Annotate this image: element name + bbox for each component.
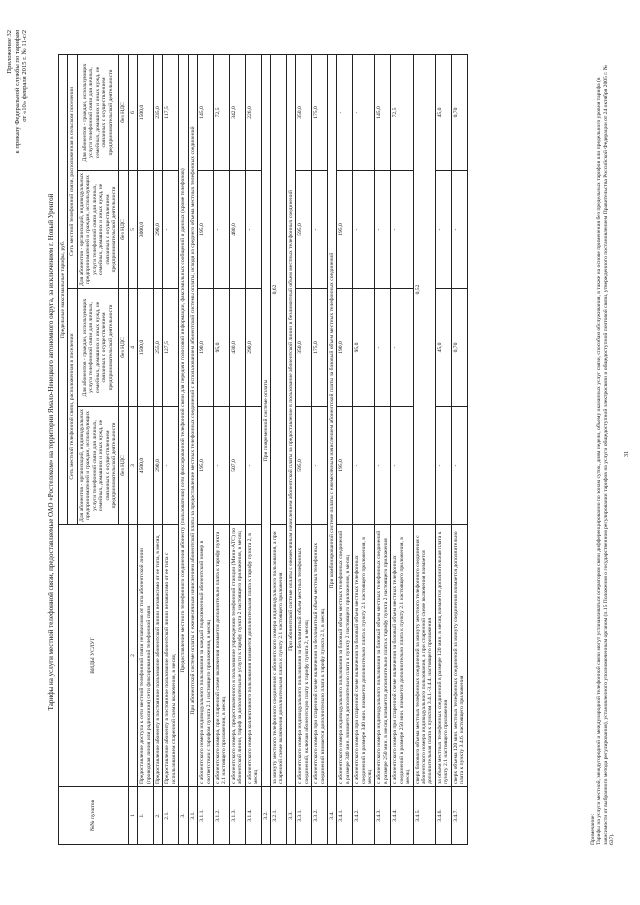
row-number: 3.4.5. [413, 787, 435, 845]
tariff-value: 350,0 [296, 289, 312, 407]
table-row [270, 54, 286, 844]
tariff-value: 226,0 [245, 54, 261, 170]
tariff-value: - [245, 171, 261, 289]
tariff-value: - [375, 407, 391, 525]
row-description: с абонентского номера, при спаренной схеме включения взимается дополнительно плата к тарифу пункта 2.1 настоящего приложения, в месяц [214, 525, 230, 787]
header-subscriber-group-4: Для абонентов - граждан, использующих услуги телефонной связи для личных, семейных, домашних и иных нужд, не связанных с осуществлением предпринимательской деятельности [77, 54, 119, 170]
tariff-value: 507,0 [229, 407, 245, 525]
table-row [337, 54, 353, 844]
row-number: 3.2.1. [270, 787, 286, 845]
tariff-value: - [245, 407, 261, 525]
tariff-value: - [353, 171, 375, 289]
tariff-value: 190,0 [198, 289, 214, 407]
column-number: 4 [128, 289, 137, 407]
row-description: с абонентского номера при спаренной схеме включения за базовый объем местных телефонных соединений в размере 340 мин. взимается дополнительно плата к пункту 2.1 настоящего приложения, в месяц [353, 525, 375, 787]
tariff-value: - [337, 54, 353, 170]
tariff-value: - [435, 171, 451, 289]
row-number: 3.1.4. [245, 787, 261, 845]
tariff-value: - [451, 407, 467, 525]
row-number: 2.1. [163, 787, 179, 845]
tariff-value: 95,0 [214, 289, 230, 407]
footnote [590, 55, 616, 845]
row-number: 3.1.3. [229, 787, 245, 845]
tariff-value: 72,5 [391, 54, 413, 170]
column-number: 2 [128, 525, 137, 787]
tariff-value: 290,0 [154, 171, 163, 289]
header-rural-network: Сеть местной телефонной связи, расположенная в сельском поселении [68, 54, 77, 288]
table-row [451, 54, 467, 844]
tariff-value: 175,0 [312, 289, 328, 407]
row-description: с абонентского номера индивидуального пользования за базовый объем местных телефонных соединений в размере 250 мин. в месяц взимается дополнительно плата к тарифу пункта 2 настоящего приложения [375, 525, 391, 787]
row-number: 3.3. [286, 787, 295, 845]
column-number: 1 [128, 787, 137, 845]
table-row [229, 54, 245, 844]
tariff-value: 175,0 [312, 54, 328, 170]
row-description: с абонентского номера, предоставленного в пользование учреждению телефонной станции (Мини-АТС) по абонентской линии, тариф за дополнительные услуги к тарифу пункта 2 настоящего приложения, в месяц [229, 525, 245, 787]
header-subscriber-group-3: Для абонентов - организаций, индивидуальных предпринимателей и граждан, использующих услуги телефонной связи для личных, семейных, домашних и иных нужд, не связанных с осуществлением предпринимательской деятельности [77, 171, 119, 289]
section-title: При абонентской системе оплаты с ежемесячным начислением абонентской платы за предоставление в пользование абонентской линии и безлимитный объем местных телефонных соединений [286, 54, 295, 786]
section-row [261, 54, 270, 844]
row-description: Предоставление абоненту в постоянное пользование абонентской линии независимо от ее типа, в месяц [154, 525, 163, 787]
tariff-value: - [451, 171, 467, 289]
table-row [391, 54, 413, 844]
tariff-value: 0,62 [270, 54, 286, 524]
row-number: 1. [138, 787, 154, 845]
section-row [286, 54, 295, 844]
tariff-value: 45,0 [435, 289, 451, 407]
row-description: с абонентского номера при спаренной схеме включения за базовый объем местных телефонных соединений в размере 250 мин. взимается дополнительно плата к пункту 2.1 настоящего приложения, в месяц [391, 525, 413, 787]
table-row [375, 54, 391, 844]
row-description: с абонентского номера коллективного пользования взимается дополнительная плата к тарифу пункта 2, в месяц [245, 525, 261, 787]
header-subscriber-group-1: Для абонентов - организаций, индивидуальных предпринимателей и граждан, использующих услуги телефонной связи для личных, семейных, домашних и иных нужд, не связанных с осуществлением предпринимательской деятельности [77, 407, 119, 525]
row-description: с абонентского номера индивидуального пользования за базовый объем местных телефонных соединений в размере 340 мин. взимается дополнительно плата к пункту 2 настоящего приложения, в месяц [337, 525, 353, 787]
row-number: 3.3.1. [296, 787, 312, 845]
row-description: с абонентского номера индивидуального пользования за каждый подключенный абонентский номер в соответствии с тарифом пункта 2.1 настоящего приложения, в месяц [198, 525, 214, 787]
tariff-value: 195,0 [198, 171, 214, 289]
tariff-value: 350,0 [296, 54, 312, 170]
row-description: Предоставление абоненту в постоянное пользование абонентской линии независимо от ее типа с использованием спаренной схемы включения, в месяц [163, 525, 179, 787]
tariff-value: - [214, 171, 230, 289]
section-row [188, 54, 197, 844]
table-row [245, 54, 261, 844]
table-row [296, 54, 312, 844]
row-description: Предоставление доступа к сети местной телефонной связи независимо от типа абонентской линии (проводная линия или радиолиния) сети фиксированной телефонной связи [138, 525, 154, 787]
section-row [327, 54, 336, 844]
row-description: за минуту местного телефонного соединения с абонентского номера индивидуального пользования, а при спаренной схеме включения дополнительная плата к пункту 2.1 настоящего приложения [270, 525, 286, 787]
table-row [154, 54, 163, 844]
row-description: с абонентского номера при спаренной схеме включения за безлимитный объем местных телефонных соединений взимается дополнительно плата к тарифу пункта 2.1, в месяц [312, 525, 328, 787]
header-max-tariffs: Предельные максимальные тарифы, руб. [59, 54, 68, 524]
tariff-value: 290,0 [245, 289, 261, 407]
header-no-vat-1: без НДС [119, 407, 128, 525]
tariff-value: 190,0 [337, 289, 353, 407]
tariff-value: 0,52 [413, 54, 435, 524]
tariff-value: 1500,0 [138, 289, 154, 407]
section-title: При абонентской системе оплаты с ежемесячным начислением абонентской платы за предоставление местных телефонных соединений с использованием абонентской системы оплаты, исходя из среднего объема местных телефонных соединений [188, 54, 197, 786]
tariff-value: 145,0 [198, 54, 214, 170]
table-row [198, 54, 214, 844]
tariff-value: 595,0 [296, 171, 312, 289]
row-number: 3.3.2. [312, 787, 328, 845]
tariff-value: - [214, 407, 230, 525]
tariff-value: 4500,0 [138, 407, 154, 525]
tariff-value: 145,0 [375, 54, 391, 170]
appendix-authority: к приказу Федеральной службы по тарифам [13, 30, 21, 154]
table-row [138, 54, 154, 844]
table-row [435, 54, 451, 844]
table-row [214, 54, 230, 844]
row-number: 3.1.2. [214, 787, 230, 845]
footnote-label: Примечание: [590, 813, 596, 845]
document-title: Тарифы на услуги местной телефонной связи, предоставляемые ОАО «Ростелеком» на территории Ямало-Ненецкого автономного округа, за исключением г. Новый Уренгой [47, 193, 55, 711]
tariff-value: - [375, 171, 391, 289]
header-no-vat-2: без НДС [119, 289, 128, 407]
row-number: 3.1.1. [198, 787, 214, 845]
section-title: При комбинированной системе оплаты с ежемесячным начислением абонентской платы за базовый объем местных телефонных соединений [327, 54, 336, 786]
section-title: При повременной системе оплаты [261, 54, 270, 786]
tariff-value: 45,0 [435, 54, 451, 170]
column-number: 6 [128, 54, 137, 170]
column-number: 3 [128, 407, 137, 525]
row-number: 2. [154, 787, 163, 845]
tariff-value: - [391, 289, 413, 407]
row-number: 3.4.7. [451, 787, 467, 845]
tariff-value: - [391, 407, 413, 525]
row-number: 3.4.1. [337, 787, 353, 845]
row-number: 3.4.2. [353, 787, 375, 845]
header-no-vat-4: без НДС [119, 54, 128, 170]
header-item-number: №№ пунктов [59, 787, 129, 845]
section-title: Предоставление местного телефонного соединения абоненту (пользователю) сети фиксированной телефонной связи для передачи голосовой информации, факсимильных сообщений и данных (кроме телефонов) [179, 54, 188, 786]
tariff-value: - [375, 289, 391, 407]
row-description: с абонентского номера индивидуального пользования за безлимитный объем местных телефонных соединений, включая абонентскую плату к тарифу пункта 2, в месяц [296, 525, 312, 787]
tariff-value: 1500,0 [138, 54, 154, 170]
header-subscriber-group-2: Для абонентов - граждан, использующих услуги телефонной связи для личных, семейных, домашних и иных нужд, не связанных с осуществлением предпринимательской деятельности [77, 289, 119, 407]
header-settlement-network: Сеть местной телефонной связи, расположенная в поселении [68, 289, 77, 525]
header-no-vat-3: без НДС [119, 171, 128, 289]
row-number: 3.4.6. [435, 787, 451, 845]
row-number: 3.2. [261, 787, 270, 845]
tariff-value: 72,5 [214, 54, 230, 170]
tariff-value: 0,70 [451, 289, 467, 407]
tariff-value: - [312, 171, 328, 289]
tariff-value: 3000,0 [138, 171, 154, 289]
tariff-value: - [312, 407, 328, 525]
section-row [179, 54, 188, 844]
tariff-value: 290,0 [154, 407, 163, 525]
tariff-value: 595,0 [296, 407, 312, 525]
page-number: 31 [624, 451, 630, 457]
row-number: 3. [179, 787, 188, 845]
tariff-value: 430,0 [229, 289, 245, 407]
tariff-value: 127,5 [163, 289, 179, 407]
tariff-value: 195,0 [337, 171, 353, 289]
header-service-kinds: ВИДЫ УСЛУГ [59, 525, 129, 787]
tariff-value: - [353, 407, 375, 525]
row-number: 3.4.4. [391, 787, 413, 845]
tariff-value: 480,0 [229, 171, 245, 289]
tariff-value: 195,0 [198, 407, 214, 525]
table-row [312, 54, 328, 844]
tariff-table [58, 54, 468, 845]
tariff-value: - [353, 54, 375, 170]
row-description: за объем местных телефонных соединений в размере 120 мин. в месяц взимается дополнительная плата к пункту 2.1 настоящего приложения [435, 525, 451, 787]
tariff-value: - [163, 407, 179, 525]
row-number: 3.4. [327, 787, 336, 845]
tariff-value: - [435, 407, 451, 525]
tariff-value: - [163, 171, 179, 289]
tariff-value: 95,0 [353, 289, 375, 407]
tariff-value: - [391, 171, 413, 289]
row-number: 3.4.3. [375, 787, 391, 845]
column-number: 5 [128, 171, 137, 289]
tariff-value: 195,0 [337, 407, 353, 525]
row-description: сверх базового объема местных телефонных соединений за минуту местного телефонного соединения с абонентского номера индивидуального пользования, а при спаренной схеме включения взимается дополнительная плата к пунктам 3.4.1.-3.4.4. настоящего приложения [413, 525, 435, 787]
appendix-order: от «10» февраля 2015 г. № 11-с/2 [21, 30, 29, 122]
tariff-value: 117,5 [163, 54, 179, 170]
table-row [353, 54, 375, 844]
row-description: сверх объема 120 мин. местных телефонных соединений за минуту соединения взимается дополнительно плата к пункту 3.4.6. настоящего приложения [451, 525, 467, 787]
tariff-value: 342,0 [229, 54, 245, 170]
appendix-header [6, 30, 29, 330]
tariff-value: 255,0 [154, 289, 163, 407]
appendix-number: Приложение 32 [6, 30, 13, 74]
row-number: 3.1. [188, 787, 197, 845]
tariff-value: 0,70 [451, 54, 467, 170]
table-row [413, 54, 435, 844]
footnote-text: Тарифы на услуги местной, междугородной и международной телефонной связи могут устанавливаться оператором связи дифференцированно по зонам суток, дням недели, объему оказанных услуг связи, способам обслуживания, в также на основе применения без предельных тарифов или предельного уровня тарифа (в зависимости от выбранного метода регулирования), установленного уполномоченным органом (п.15 Положения о государственном регулировании тарифов на услуги общедоступной электросвязи и общедоступной почтовой связи, утвержденного постановлением Правительства Российской Федерации от 24 октября 2005 г. № 637). [596, 64, 616, 845]
tariff-value: 235,0 [154, 54, 163, 170]
table-row [163, 54, 179, 844]
